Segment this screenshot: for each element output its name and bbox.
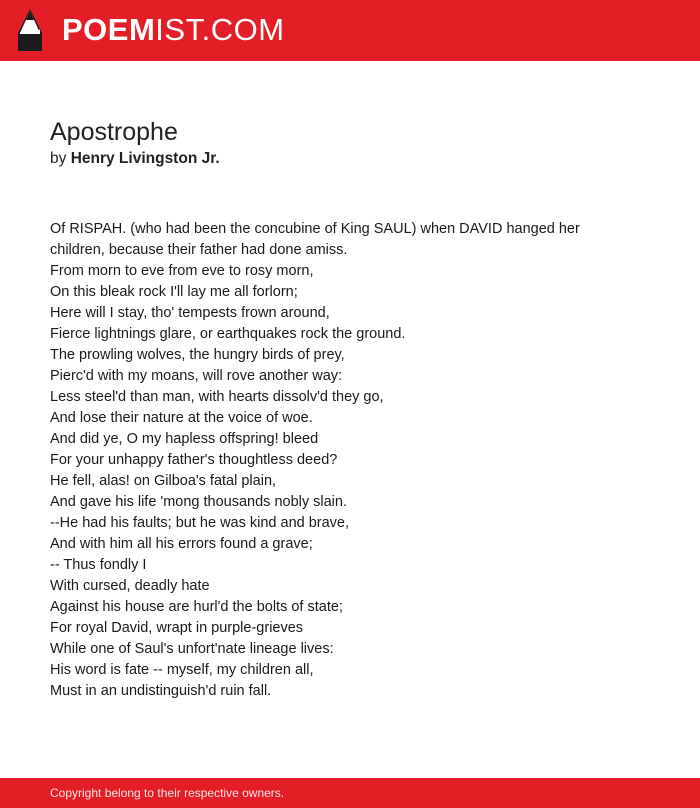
poem-line: Here will I stay, tho' tempests frown around, (50, 305, 330, 321)
poem-line: For royal David, wrapt in purple-grieves (50, 620, 304, 636)
poem-line: Less steel'd than man, with hearts dissolv'd they go, (50, 389, 384, 405)
poem-line: He fell, alas! on Gilboa's fatal plain, (50, 473, 277, 489)
poem-line: His word is fate -- myself, my children all, (50, 662, 314, 678)
poem-line: -- Thus fondly I (50, 557, 147, 573)
poem-line: Against his house are hurl'd the bolts of state; (50, 599, 343, 615)
logo-light-text: IST.COM (155, 12, 285, 47)
poem-line: While one of Saul's unfort'nate lineage lives: (50, 641, 334, 657)
poem-title: Apostrophe (50, 118, 178, 146)
poem-line: Fierce lightnings glare, or earthquakes rock the ground. (50, 326, 406, 342)
poem-line: And did ye, O my hapless offspring! bleed (50, 431, 319, 447)
poem-body (50, 219, 660, 702)
copyright-text: Copyright belong to their respective owners. (50, 786, 285, 800)
poem-line: children, because their father had done amiss. (50, 242, 348, 258)
poem-line: For your unhappy father's thoughtless deed? (50, 452, 338, 468)
poem-line: And lose their nature at the voice of woe. (50, 410, 313, 426)
author-name: Henry Livingston Jr. (70, 150, 220, 167)
poem-line: From morn to eve from eve to rosy morn, (50, 263, 314, 279)
poem-line: Must in an undistinguish'd ruin fall. (50, 683, 272, 699)
logo-bold-text: POEM (62, 12, 156, 47)
site-logo[interactable] (62, 12, 285, 48)
poem-line: With cursed, deadly hate (50, 578, 210, 594)
poem-line: On this bleak rock I'll lay me all forlorn; (50, 284, 298, 300)
poem-line: The prowling wolves, the hungry birds of prey, (50, 347, 345, 363)
poem-line: And gave his life 'mong thousands nobly slain. (50, 494, 347, 510)
poem-line: --He had his faults; but he was kind and brave, (50, 515, 350, 531)
byline-prefix: by (50, 150, 67, 167)
site-footer (0, 778, 700, 808)
pencil-icon[interactable] (18, 9, 42, 51)
byline (50, 149, 220, 169)
poem-line: Of RISPAH. (who had been the concubine of King SAUL) when DAVID hanged her (50, 221, 580, 237)
poem-line: And with him all his errors found a grave; (50, 536, 313, 552)
poem-line: Pierc'd with my moans, will rove another way: (50, 368, 343, 384)
site-header (0, 0, 700, 61)
